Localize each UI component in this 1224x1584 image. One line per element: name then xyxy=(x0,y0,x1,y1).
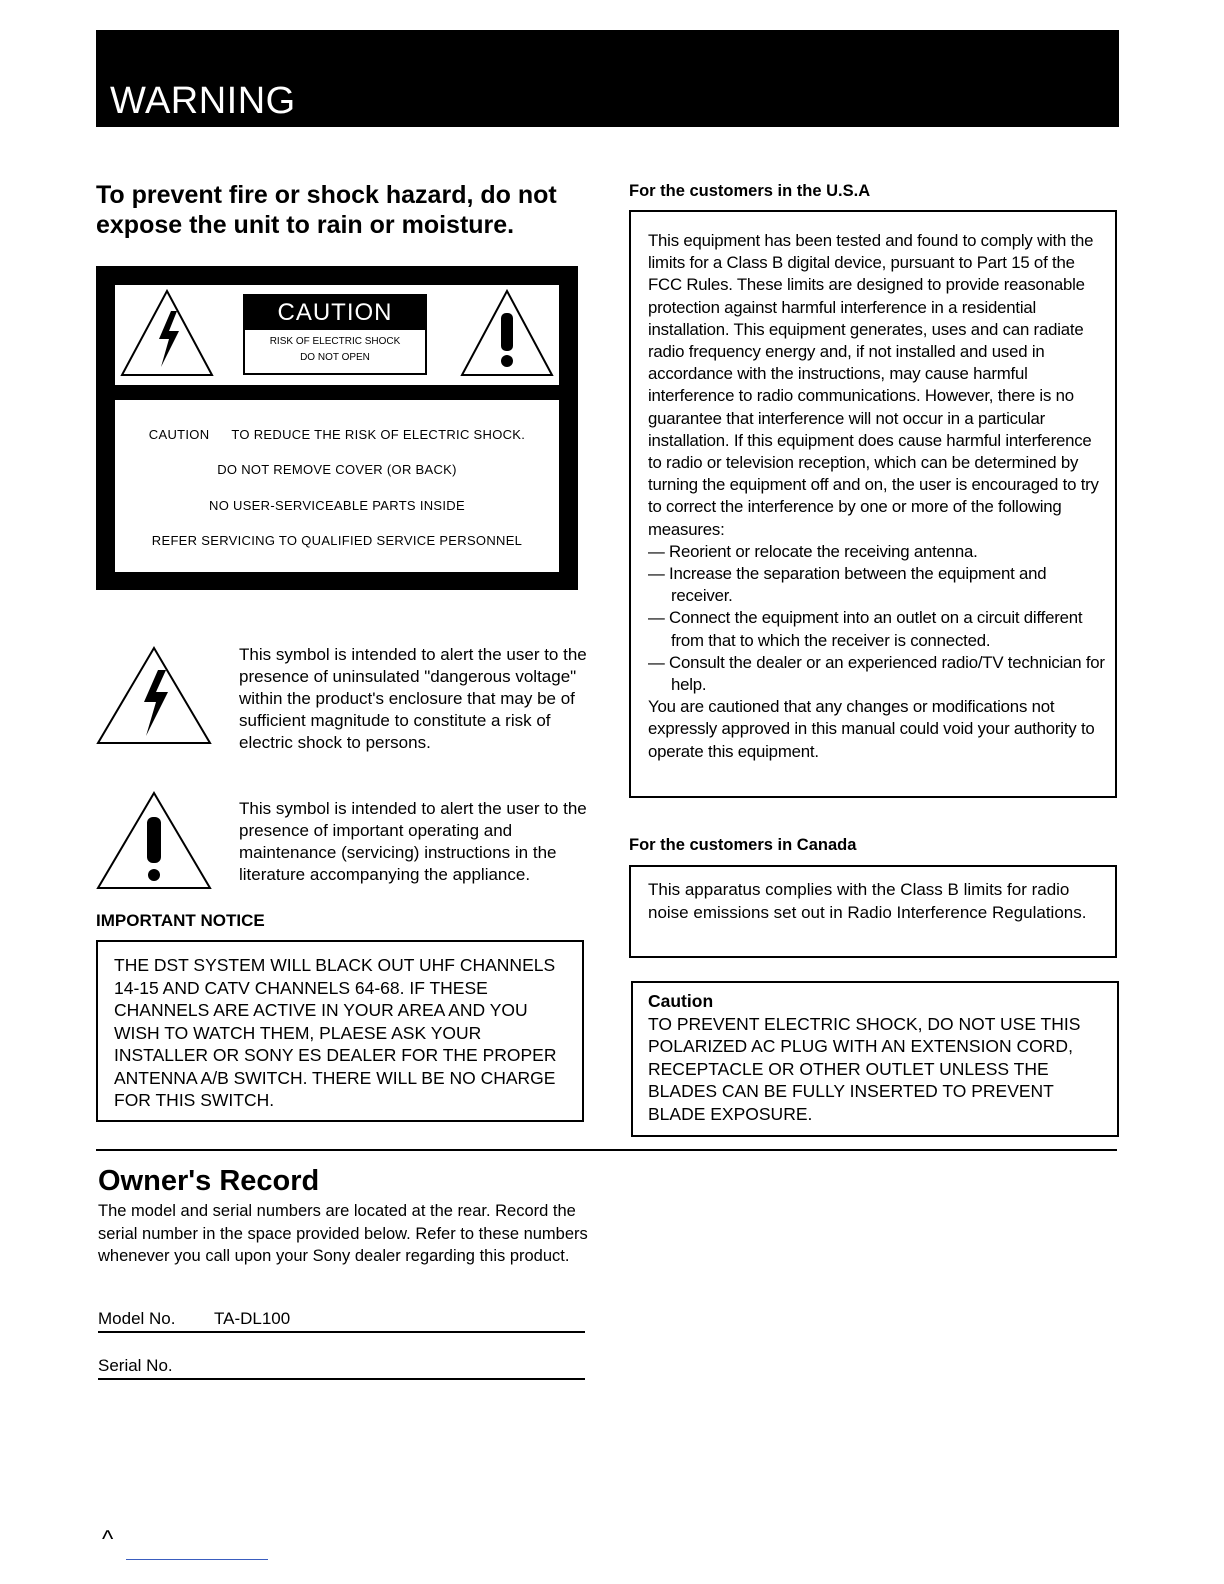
model-number-field xyxy=(98,1309,585,1333)
caution-box-text xyxy=(115,400,559,572)
warning-banner xyxy=(96,30,1119,127)
caution-label-sub1: RISK OF ELECTRIC SHOCK xyxy=(269,336,401,347)
owners-record-title: Owner's Record xyxy=(98,1165,320,1197)
usa-measure-3: — Connect the equipment into an outlet on a circuit different from that to which the receiver is connected. xyxy=(648,608,1083,650)
bottom-rule xyxy=(126,1559,268,1560)
caution-box xyxy=(96,266,578,590)
canada-box: This apparatus complies with the Class B limits for radio noise emissions set out in Radio Interference Regulations. xyxy=(629,865,1117,958)
lightning-symbol-text: This symbol is intended to alert the user to the presence of uninsulated "dangerous voltage" within the product's enclosure that may be of sufficient magnitude to constitute a risk of electric shock to persons. xyxy=(239,645,587,752)
plug-caution-title: Caution xyxy=(648,991,714,1011)
exclamation-warning-icon xyxy=(459,287,555,379)
owners-record-text: The model and serial numbers are located at the rear. Record the serial number in the space provided below. Refer to these numbers whenever you call upon your Sony dealer regarding this product. xyxy=(98,1202,588,1265)
lightning-symbol-icon xyxy=(96,646,212,746)
caution-label xyxy=(243,294,427,375)
caution-line-4: REFER SERVICING TO QUALIFIED SERVICE PERSONNEL xyxy=(151,533,523,548)
canada-section-title: For the customers in Canada xyxy=(629,836,857,854)
plug-caution-box xyxy=(631,981,1119,1137)
usa-intro: This equipment has been tested and found to comply with the limits for a Class B digital device, pursuant to Part 15 of the FCC Rules. These limits are designed to provide reasonable protection against harmful interference in a residential installation. This equipment generates, uses and can radiate radio frequency energy and, if not installed and used in accordance with the instructions, may cause harmful interference to radio communications. However, there is no guarantee that interference will not occur in a particular installation. If this equipment does cause harmful interference to radio or television reception, which can be determined by turning the equipment off and on, the user is encouraged to try to correct the interference by one or more of the following measures: xyxy=(648,231,1099,539)
caution-box-top xyxy=(115,285,559,385)
important-notice-box: THE DST SYSTEM WILL BLACK OUT UHF CHANNELS 14-15 AND CATV CHANNELS 64-68. IF THESE CHANNELS ARE ACTIVE IN YOUR AREA AND YOU WISH TO WATCH THEM, PLAESE ASK YOUR INSTALLER OR SONY ES DEALER FOR THE PROPER ANTENNA A/B SWITCH. THERE WILL BE NO CHARGE FOR THIS SWITCH. xyxy=(96,940,584,1122)
caution-label-sub2: DO NOT OPEN xyxy=(300,352,370,363)
important-notice-title: IMPORTANT NOTICE xyxy=(96,911,265,930)
caution-line-1 xyxy=(115,427,559,442)
exclamation-symbol-text: This symbol is intended to alert the user to the presence of important operating and maintenance (servicing) instructions in the literature accompanying the appliance. xyxy=(239,799,587,884)
plug-caution-text: TO PREVENT ELECTRIC SHOCK, DO NOT USE THIS POLARIZED AC PLUG WITH AN EXTENSION CORD, RECEPTACLE OR OTHER OUTLET UNLESS THE BLADES CAN BE FULLY INSERTED TO PREVENT BLADE EXPOSURE. xyxy=(648,1013,1081,1124)
exclamation-symbol-icon xyxy=(96,791,212,891)
usa-measure-2: — Increase the separation between the equipment and receiver. xyxy=(648,564,1047,606)
page-number: ^ xyxy=(102,1526,114,1553)
warning-title: WARNING xyxy=(110,80,296,122)
usa-section-title: For the customers in the U.S.A xyxy=(629,182,871,200)
serial-number-field[interactable] xyxy=(98,1356,585,1380)
usa-measure-4: — Consult the dealer or an experienced radio/TV technician for help. xyxy=(648,652,1105,695)
caution-line-2: DO NOT REMOVE COVER (OR BACK) xyxy=(217,462,457,477)
model-number-label: Model No. xyxy=(98,1309,176,1328)
serial-number-label: Serial No. xyxy=(98,1356,173,1375)
caution-line-1-label: CAUTION xyxy=(148,427,210,442)
hazard-headline: To prevent fire or shock hazard, do not expose the unit to rain or moisture. xyxy=(96,181,557,239)
caution-label-title: CAUTION xyxy=(245,296,425,330)
usa-outro: You are cautioned that any changes or modifications not expressly approved in this manual could void your authority to operate this equipment. xyxy=(648,697,1095,761)
section-divider xyxy=(96,1149,1117,1151)
caution-line-1-text: TO REDUCE THE RISK OF ELECTRIC SHOCK. xyxy=(231,427,526,442)
usa-measure-1: — Reorient or relocate the receiving antenna. xyxy=(648,541,978,561)
caution-line-3: NO USER-SERVICEABLE PARTS INSIDE xyxy=(209,498,465,513)
lightning-warning-icon xyxy=(119,287,215,379)
usa-fcc-box xyxy=(629,210,1117,798)
model-number-value: TA-DL100 xyxy=(214,1309,291,1328)
